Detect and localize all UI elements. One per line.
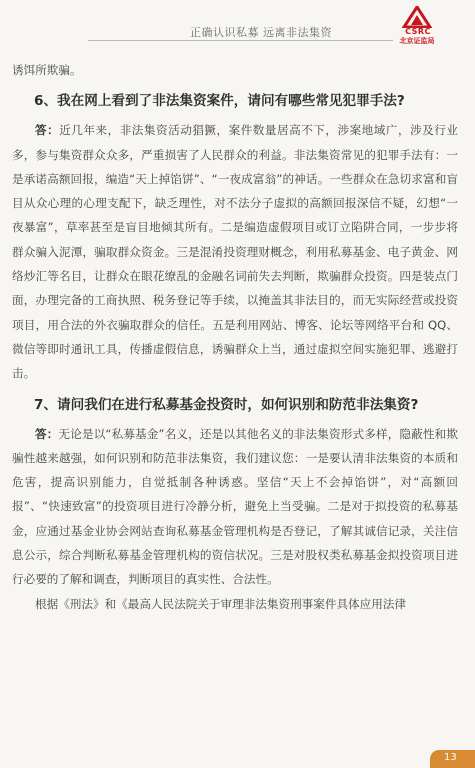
- header-divider: [88, 40, 393, 41]
- question-6: 6、我在网上看到了非法集资案件，请问有哪些常见犯罪手法?: [34, 93, 405, 110]
- last-line: 根据《刑法》和《最高人民法院关于审理非法集资刑事案件具体应用法律: [35, 596, 407, 611]
- intro-line: 诱饵所欺骗。: [12, 63, 82, 77]
- answer-6-label: 答：: [35, 123, 60, 138]
- answer-6-text: 近几年来，非法集资活动猖獗，案件数量居高不下，涉案地域广，涉及行业多，参与集资群众众多，严重损害了人民群众的利益。非法集资常见的犯罪手法有：一是承诺高额回报，编造“天上掉馅饼”、“一夜成富翁”的神话。一些群众在急切求富和盲目从众心理的心理支配下，缺乏理性，对不法分子虚拟的高额回报深信不疑，幻想“一夜暴富”，草率甚至是盲目地倾其所有。二是编造虚假项目或订立陷阱合同，一步步将群众骗入泥潭，骗取群众资金。三是混淆投资理财概念，利用私募基金、电子黄金、网络炒汇等名目，让群众在眼花缭乱的金融名词前失去判断，欺骗群众投资。四是装点门面，办理完备的工商执照、税务登记等手续，以掩盖其非法目的，而无实际经营或投资项目，用合法的外衣骗取群众的信任。五是利用网站、博客、论坛等网络平台和 QQ、微信等即时通讯工具，传播虚假信息，诱骗群众上当，通过虚拟空间实施犯罪、逃避打击。: [12, 123, 458, 381]
- logo-code: CSRC: [405, 27, 431, 36]
- header-title: 正确认识私募 远离非法集资: [190, 26, 332, 39]
- answer-7-text: 无论是以“私募基金”名义，还是以其他名义的非法集资形式多样，隐蔽性和欺骗性越来越强，如何识别和防范非法集资，我们建议您：一是要认清非法集资的本质和危害，提高识别能力，自觉抵制各种诱惑。坚信“天上不会掉馅饼”，对“高额回报”、“快速致富”的投资项目进行冷静分析，避免上当受骗。二是对于拟投资的私募基金，应通过基金业协会网站查询私募基金管理机构是否登记，了解其诚信记录，关注信息公示，综合判断私募基金管理机构的资信状况。三是对股权类私募基金拟投资项目进行必要的了解和调查，判断项目的真实性、合法性。: [12, 426, 458, 587]
- question-7: 7、请问我们在进行私募基金投资时，如何识别和防范非法集资?: [34, 396, 419, 413]
- csrc-emblem-icon: [402, 6, 432, 28]
- page-number: 13: [444, 752, 457, 763]
- answer-6: [12, 118, 458, 385]
- logo-name: 北京证监局: [399, 37, 435, 45]
- page-header: [0, 0, 475, 44]
- answer-7-label: 答：: [35, 426, 59, 441]
- page-body: [12, 58, 458, 616]
- page-number-tab: [430, 750, 475, 768]
- answer-7: [12, 422, 458, 592]
- csrc-logo: [394, 6, 440, 46]
